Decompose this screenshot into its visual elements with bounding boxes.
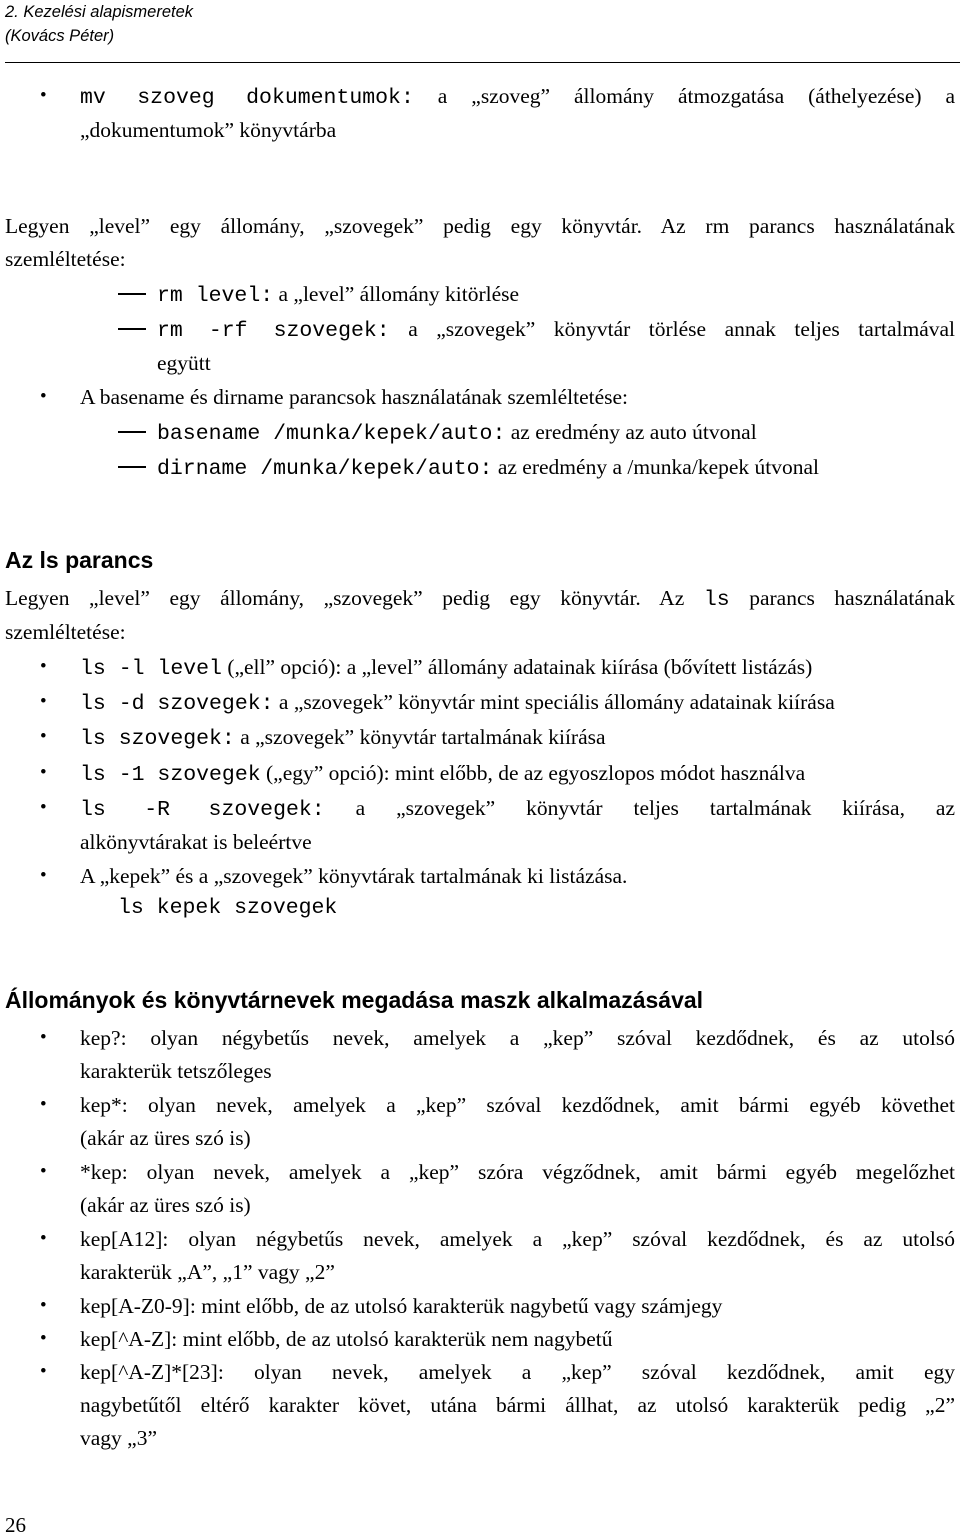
- ls-item-command: ls -l level: [80, 657, 222, 681]
- running-header: [5, 0, 960, 63]
- mask-item-line1: kep*: olyan nevek, amelyek a „kep” szóval kezdődnek, amit bármi egyéb követhet: [80, 1093, 955, 1117]
- ls-item-description: a „szovegek” könyvtár teljes tartalmának kiírása, az: [324, 796, 955, 820]
- mask-item-line3: vagy „3”: [80, 1426, 158, 1450]
- basename-command: basename /munka/kepek/auto:: [157, 422, 506, 446]
- dirname-description: az eredmény a /munka/kepek útvonal: [492, 455, 820, 479]
- bullet-icon: •: [40, 865, 47, 886]
- ls-item-line2: alkönyvtárakat is beleértve: [80, 830, 312, 854]
- ls-section-heading: Az ls parancs: [5, 547, 154, 573]
- ls-intro-line2: szemléltetése:: [5, 620, 126, 644]
- ls-intro-command: ls: [703, 588, 730, 612]
- mask-item-line1: kep[^A-Z]: mint előbb, de az utolsó karakterük nem nagybetű: [80, 1327, 613, 1351]
- dash-icon: [118, 466, 146, 468]
- mask-item-line1: kep?: olyan négybetűs nevek, amelyek a „kep” szóval kezdődnek, és az utolsó: [80, 1026, 955, 1050]
- ls-item: [80, 756, 805, 792]
- rm-rf-item: [157, 312, 955, 348]
- bullet-icon: •: [40, 691, 47, 712]
- mask-section-heading: Állományok és könyvtárnevek megadása maszk alkalmazásával: [5, 987, 704, 1013]
- rm-intro-line2: szemléltetése:: [5, 247, 126, 271]
- bullet-icon: •: [40, 1295, 47, 1316]
- basename-description: az eredmény az auto útvonal: [505, 420, 757, 444]
- mask-item-line2: nagybetűtől eltérő karakter követ, utána bármi állhat, az utolsó karakterük pedig „2”: [80, 1393, 955, 1417]
- basename-item: [157, 415, 757, 451]
- page-number: 26: [5, 1513, 26, 1537]
- ls-item-command: ls -d szovegek:: [80, 692, 274, 716]
- rm-rf-command: rm -rf szovegek:: [157, 319, 390, 343]
- mask-item-line1: kep[A12]: olyan négybetűs nevek, amelyek a „kep” szóval kezdődnek, és az utolsó: [80, 1227, 955, 1251]
- ls-item: [80, 791, 955, 827]
- ls-intro-text: Legyen „level” egy állomány, „szovegek” pedig egy könyvtár. Az: [5, 586, 704, 610]
- bullet-icon: •: [40, 797, 47, 818]
- ls-item-description: a „szovegek” könyvtár tartalmának kiírása: [234, 725, 606, 749]
- mv-command: mv szoveg dokumentumok:: [80, 86, 414, 110]
- mv-description: a „szoveg” állomány átmozgatása (áthelyezése) a: [413, 84, 955, 108]
- bullet-icon: •: [40, 656, 47, 677]
- rm-intro-line1: Legyen „level” egy állomány, „szovegek” pedig egy könyvtár. Az rm parancs használatának: [5, 214, 955, 238]
- author: (Kovács Péter): [5, 27, 115, 45]
- bullet-icon: •: [40, 726, 47, 747]
- rm-rf-description: a „szovegek” könyvtár törlése annak teljes tartalmával: [389, 317, 956, 341]
- dash-icon: [118, 431, 146, 433]
- rm-item: [157, 277, 519, 313]
- dash-icon: [118, 328, 146, 330]
- dirname-item: [157, 450, 819, 486]
- rm-rf-item-line2: együtt: [157, 351, 211, 375]
- bullet-icon: •: [40, 1228, 47, 1249]
- basename-intro: A basename és dirname parancsok használatának szemléltetése:: [80, 385, 629, 409]
- bullet-icon: •: [40, 85, 47, 106]
- ls-intro-text-end: parancs használatának: [729, 586, 955, 610]
- ls-item-command: ls -1 szovegek: [80, 763, 261, 787]
- ls-item: [80, 685, 835, 721]
- ls-item: [80, 720, 606, 756]
- bullet-icon: •: [40, 1161, 47, 1182]
- mask-item-line2: (akár az üres szó is): [80, 1126, 251, 1150]
- mv-item-line2: „dokumentumok” könyvtárba: [80, 118, 337, 142]
- mask-item-line1: kep[A-Z0-9]: mint előbb, de az utolsó karakterük nagybetű vagy számjegy: [80, 1294, 723, 1318]
- bullet-icon: •: [40, 762, 47, 783]
- ls-item-command: ls szovegek:: [80, 727, 235, 751]
- mask-item-line2: (akár az üres szó is): [80, 1193, 251, 1217]
- bullet-icon: •: [40, 1094, 47, 1115]
- ls-item: [80, 650, 812, 686]
- ls-item-description: a „szovegek” könyvtár mint speciális állomány adatainak kiírása: [273, 690, 835, 714]
- dirname-command: dirname /munka/kepek/auto:: [157, 457, 493, 481]
- bullet-icon: •: [40, 1328, 47, 1349]
- ls-item-command: ls -R szovegek:: [80, 798, 325, 822]
- ls-last-command: ls kepek szovegek: [118, 896, 338, 920]
- bullet-icon: •: [40, 386, 47, 407]
- mask-item-line2: karakterük „A”, „1” vagy „2”: [80, 1260, 335, 1284]
- rm-command: rm level:: [157, 284, 274, 308]
- chapter-title: 2. Kezelési alapismeretek: [5, 3, 194, 21]
- mv-item-line1: [80, 79, 955, 115]
- ls-item-description: („egy” opció): mint előbb, de az egyoszlopos módot használva: [260, 761, 806, 785]
- dash-icon: [118, 293, 146, 295]
- bullet-icon: •: [40, 1361, 47, 1382]
- mask-item-line1: kep[^A-Z]*[23]: olyan nevek, amelyek a „kep” szóval kezdődnek, amit egy: [80, 1360, 955, 1384]
- mask-item-line1: *kep: olyan nevek, amelyek a „kep” szóra végződnek, amit bármi egyéb megelőzhet: [80, 1160, 955, 1184]
- ls-item-description: („ell” opció): a „level” állomány adatainak kiírása (bővített listázás): [221, 655, 813, 679]
- rm-description: a „level” állomány kitörlése: [273, 282, 520, 306]
- bullet-icon: •: [40, 1027, 47, 1048]
- ls-intro-line1: [5, 581, 955, 617]
- ls-last-item: A „kepek” és a „szovegek” könyvtárak tartalmának ki listázása.: [80, 864, 628, 888]
- mask-item-line2: karakterük tetszőleges: [80, 1059, 272, 1083]
